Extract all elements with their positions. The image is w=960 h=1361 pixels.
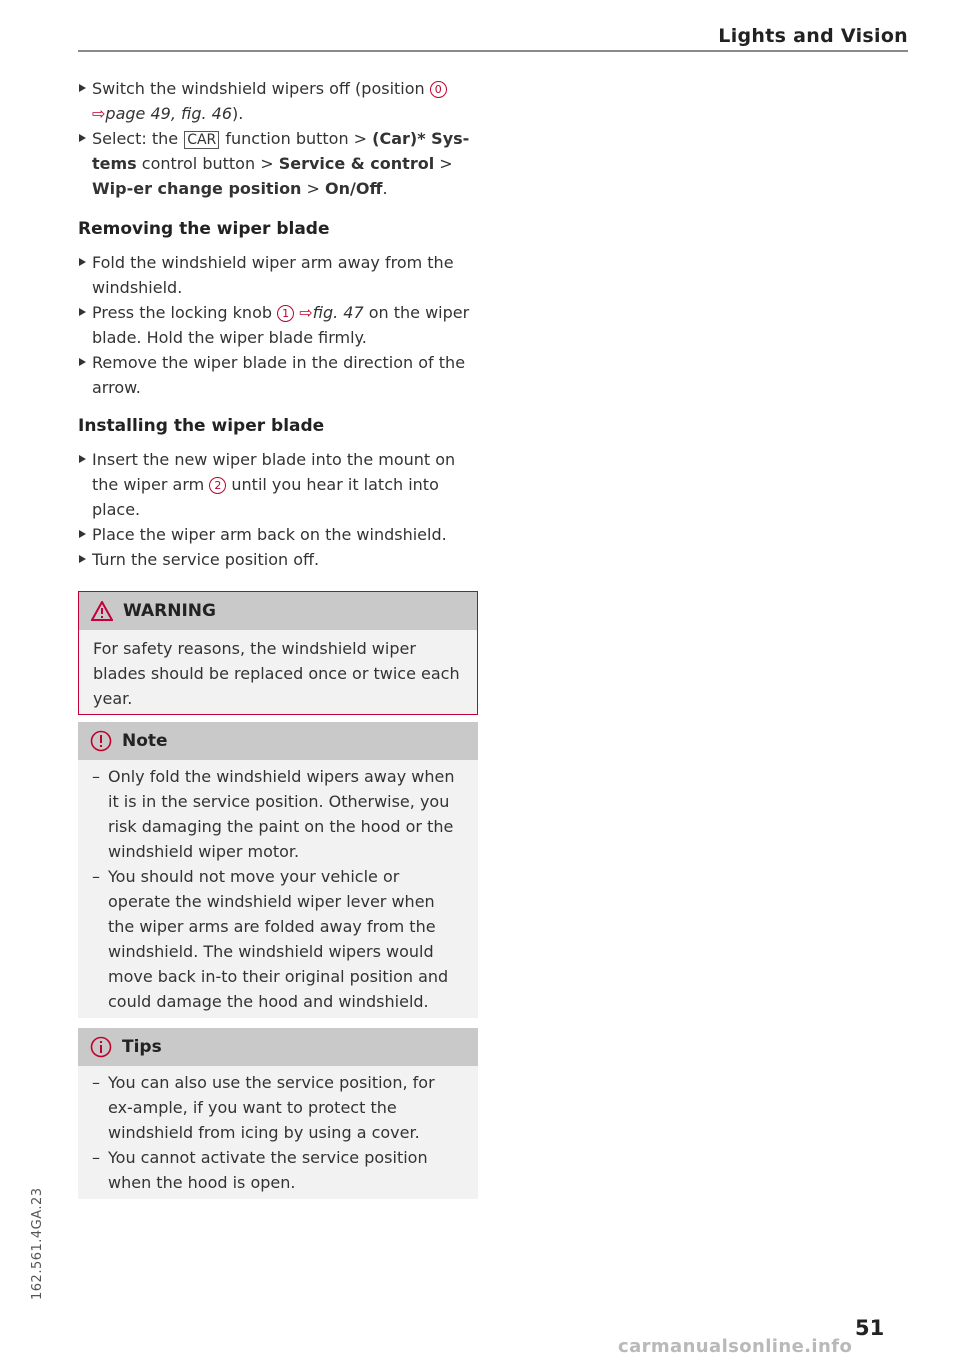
footer-watermark: carmanualsonline.info: [618, 1336, 853, 1357]
note-box: [78, 722, 478, 1018]
removing-step: Remove the wiper blade in the direction of the arrow.: [78, 350, 478, 400]
removing-heading: Removing the wiper blade: [78, 219, 330, 239]
step-switch-off: Switch the windshield wipers off (position 0 ⇨page 49, fig. 46).: [78, 76, 478, 126]
note-item: – Only fold the windshield wipers away when it is in the service position. Otherwise, you risk damaging the paint on the hood or the windshield wiper motor.: [92, 764, 464, 864]
warning-triangle-icon: [91, 601, 113, 621]
installing-step: Insert the new wiper blade into the mount on the wiper arm 2 until you hear it latch into place.: [78, 447, 478, 522]
warning-box: [78, 591, 478, 715]
car-key-label: CAR: [184, 131, 219, 149]
knob-number-icon: 1: [277, 305, 294, 322]
content-column: [78, 76, 478, 572]
exclamation-circle-icon: [90, 730, 112, 752]
removing-step: Press the locking knob 1 ⇨fig. 47 on the wiper blade. Hold the wiper blade firmly.: [78, 300, 478, 350]
document-code: 162.561.4GA.23: [30, 1187, 45, 1300]
note-item: – You should not move your vehicle or operate the windshield wiper lever when the wiper arms are folded away from the windshield. The windshield wipers would move back in-to their original position and could damage the hood and windshield.: [92, 864, 464, 1014]
installing-heading: Installing the wiper blade: [78, 416, 325, 436]
fig-ref-link[interactable]: fig. 47: [312, 303, 364, 322]
header-rule: [78, 50, 908, 52]
removing-step: Fold the windshield wiper arm away from the windshield.: [78, 250, 478, 300]
warning-header: WARNING: [79, 592, 477, 630]
installing-step: Place the wiper arm back on the windshield.: [78, 522, 478, 547]
position-zero-icon: 0: [430, 81, 447, 98]
tips-header: Tips: [78, 1028, 478, 1066]
page-ref-link[interactable]: page 49, fig. 46: [105, 104, 233, 123]
section-title: Lights and Vision: [718, 25, 908, 47]
page-number: 51: [855, 1316, 885, 1340]
tips-item: – You cannot activate the service position when the hood is open.: [92, 1145, 464, 1195]
info-circle-icon: [90, 1036, 112, 1058]
arrow-ref-icon: ⇨: [92, 104, 106, 123]
tips-box: [78, 1028, 478, 1199]
warning-text: For safety reasons, the windshield wiper blades should be replaced once or twice each year.: [93, 639, 460, 708]
tips-item: – You can also use the service position, for ex-ample, if you want to protect the windshield from icing by using a cover.: [92, 1070, 464, 1145]
arm-number-icon: 2: [209, 477, 226, 494]
step-select-car: Select: the CAR function button > (Car)* Sys-tems control button > Service & control > Wip-er change position > On/Off.: [78, 126, 478, 201]
note-header: Note: [78, 722, 478, 760]
installing-step: Turn the service position off.: [78, 547, 478, 572]
